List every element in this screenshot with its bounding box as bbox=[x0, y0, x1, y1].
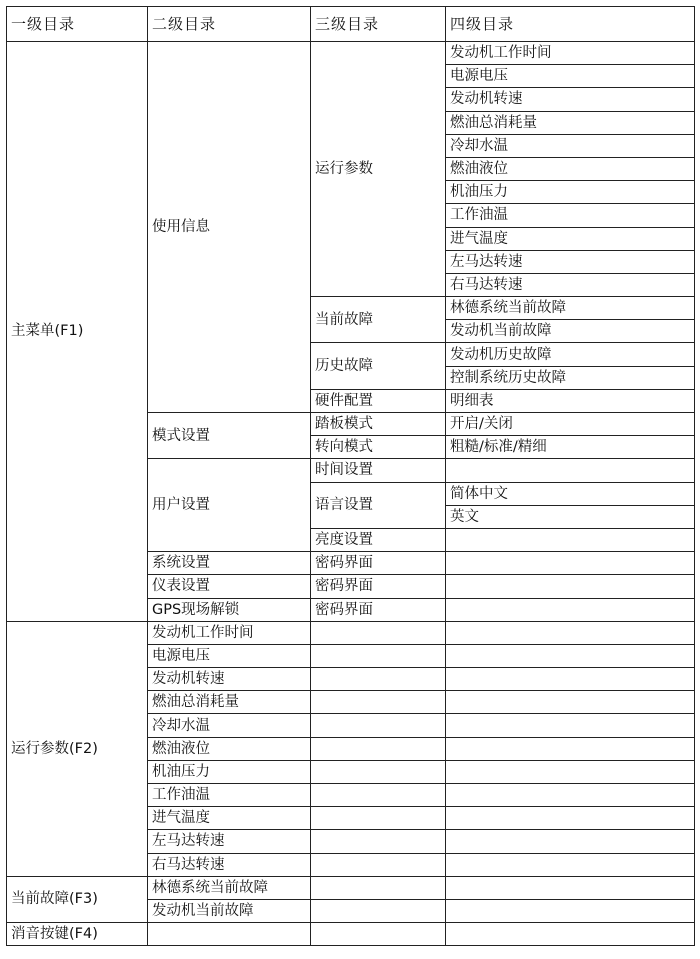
empty-cell bbox=[446, 552, 695, 575]
empty-cell bbox=[446, 899, 695, 922]
level2-param: 电源电压 bbox=[148, 644, 311, 667]
header-level4: 四级目录 bbox=[446, 7, 695, 42]
level4-fault: 林德系统当前故障 bbox=[446, 297, 695, 320]
level4-param: 机油压力 bbox=[446, 181, 695, 204]
level3-password-screen: 密码界面 bbox=[311, 575, 446, 598]
empty-cell bbox=[311, 691, 446, 714]
empty-cell bbox=[311, 737, 446, 760]
level2-param: 右马达转速 bbox=[148, 853, 311, 876]
level4-param: 进气温度 bbox=[446, 227, 695, 250]
level4-param: 冷却水温 bbox=[446, 134, 695, 157]
level1-current-fault: 当前故障(F3) bbox=[7, 876, 148, 922]
level3-time-settings: 时间设置 bbox=[311, 459, 446, 482]
level2-param: 发动机工作时间 bbox=[148, 621, 311, 644]
empty-cell bbox=[311, 784, 446, 807]
level1-run-params: 运行参数(F2) bbox=[7, 621, 148, 876]
empty-cell bbox=[446, 830, 695, 853]
level3-history-fault: 历史故障 bbox=[311, 343, 446, 389]
level3-language-settings: 语言设置 bbox=[311, 482, 446, 528]
level4-history-fault: 发动机历史故障 bbox=[446, 343, 695, 366]
empty-cell bbox=[446, 807, 695, 830]
level2-usage-info: 使用信息 bbox=[148, 42, 311, 413]
empty-cell bbox=[446, 668, 695, 691]
empty-cell bbox=[446, 876, 695, 899]
level2-fault: 发动机当前故障 bbox=[148, 899, 311, 922]
level2-param: 发动机转速 bbox=[148, 668, 311, 691]
level4-param: 工作油温 bbox=[446, 204, 695, 227]
level2-param: 燃油总消耗量 bbox=[148, 691, 311, 714]
level3-pedal-mode: 踏板模式 bbox=[311, 413, 446, 436]
empty-cell bbox=[311, 923, 446, 946]
level2-param: 冷却水温 bbox=[148, 714, 311, 737]
level2-param: 工作油温 bbox=[148, 784, 311, 807]
empty-cell bbox=[311, 876, 446, 899]
level4-param: 发动机工作时间 bbox=[446, 42, 695, 65]
level3-password-screen: 密码界面 bbox=[311, 598, 446, 621]
level2-fault: 林德系统当前故障 bbox=[148, 876, 311, 899]
empty-cell bbox=[311, 853, 446, 876]
empty-cell bbox=[446, 737, 695, 760]
empty-cell bbox=[446, 691, 695, 714]
header-row bbox=[7, 7, 695, 42]
empty-cell bbox=[311, 899, 446, 922]
level4-param: 左马达转速 bbox=[446, 250, 695, 273]
level2-mode-settings: 模式设置 bbox=[148, 413, 311, 459]
level2-param: 燃油液位 bbox=[148, 737, 311, 760]
level2-param: 机油压力 bbox=[148, 760, 311, 783]
empty-cell bbox=[446, 760, 695, 783]
level4-language: 简体中文 bbox=[446, 482, 695, 505]
empty-cell bbox=[311, 760, 446, 783]
empty-cell bbox=[311, 621, 446, 644]
level4-param: 发动机转速 bbox=[446, 88, 695, 111]
level4-param: 燃油总消耗量 bbox=[446, 111, 695, 134]
empty-cell bbox=[446, 459, 695, 482]
empty-cell bbox=[311, 644, 446, 667]
header-level1: 一级目录 bbox=[7, 7, 148, 42]
level4-param: 燃油液位 bbox=[446, 157, 695, 180]
level4-param: 电源电压 bbox=[446, 65, 695, 88]
level3-hardware-config: 硬件配置 bbox=[311, 389, 446, 412]
empty-cell bbox=[311, 714, 446, 737]
level4-fault: 发动机当前故障 bbox=[446, 320, 695, 343]
level4-detail-list: 明细表 bbox=[446, 389, 695, 412]
empty-cell bbox=[446, 621, 695, 644]
empty-cell bbox=[446, 714, 695, 737]
empty-cell bbox=[148, 923, 311, 946]
level4-param: 右马达转速 bbox=[446, 273, 695, 296]
empty-cell bbox=[446, 528, 695, 551]
level2-param: 进气温度 bbox=[148, 807, 311, 830]
header-level3: 三级目录 bbox=[311, 7, 446, 42]
empty-cell bbox=[311, 807, 446, 830]
level4-on-off: 开启/关闭 bbox=[446, 413, 695, 436]
empty-cell bbox=[446, 853, 695, 876]
level3-steering-mode: 转向模式 bbox=[311, 436, 446, 459]
level4-language: 英文 bbox=[446, 505, 695, 528]
level2-gps-unlock: GPS现场解锁 bbox=[148, 598, 311, 621]
level2-meter-settings: 仪表设置 bbox=[148, 575, 311, 598]
level4-steering-levels: 粗糙/标准/精细 bbox=[446, 436, 695, 459]
level2-param: 左马达转速 bbox=[148, 830, 311, 853]
empty-cell bbox=[446, 644, 695, 667]
menu-directory-table bbox=[6, 6, 695, 946]
level3-brightness-settings: 亮度设置 bbox=[311, 528, 446, 551]
level2-user-settings: 用户设置 bbox=[148, 459, 311, 552]
level1-main-menu: 主菜单(F1) bbox=[7, 42, 148, 622]
empty-cell bbox=[446, 923, 695, 946]
level3-password-screen: 密码界面 bbox=[311, 552, 446, 575]
level3-current-fault: 当前故障 bbox=[311, 297, 446, 343]
empty-cell bbox=[446, 598, 695, 621]
level4-history-fault: 控制系统历史故障 bbox=[446, 366, 695, 389]
level2-system-settings: 系统设置 bbox=[148, 552, 311, 575]
level1-mute-key: 消音按键(F4) bbox=[7, 923, 148, 946]
level3-run-params: 运行参数 bbox=[311, 42, 446, 297]
empty-cell bbox=[446, 784, 695, 807]
empty-cell bbox=[311, 668, 446, 691]
empty-cell bbox=[446, 575, 695, 598]
header-level2: 二级目录 bbox=[148, 7, 311, 42]
empty-cell bbox=[311, 830, 446, 853]
